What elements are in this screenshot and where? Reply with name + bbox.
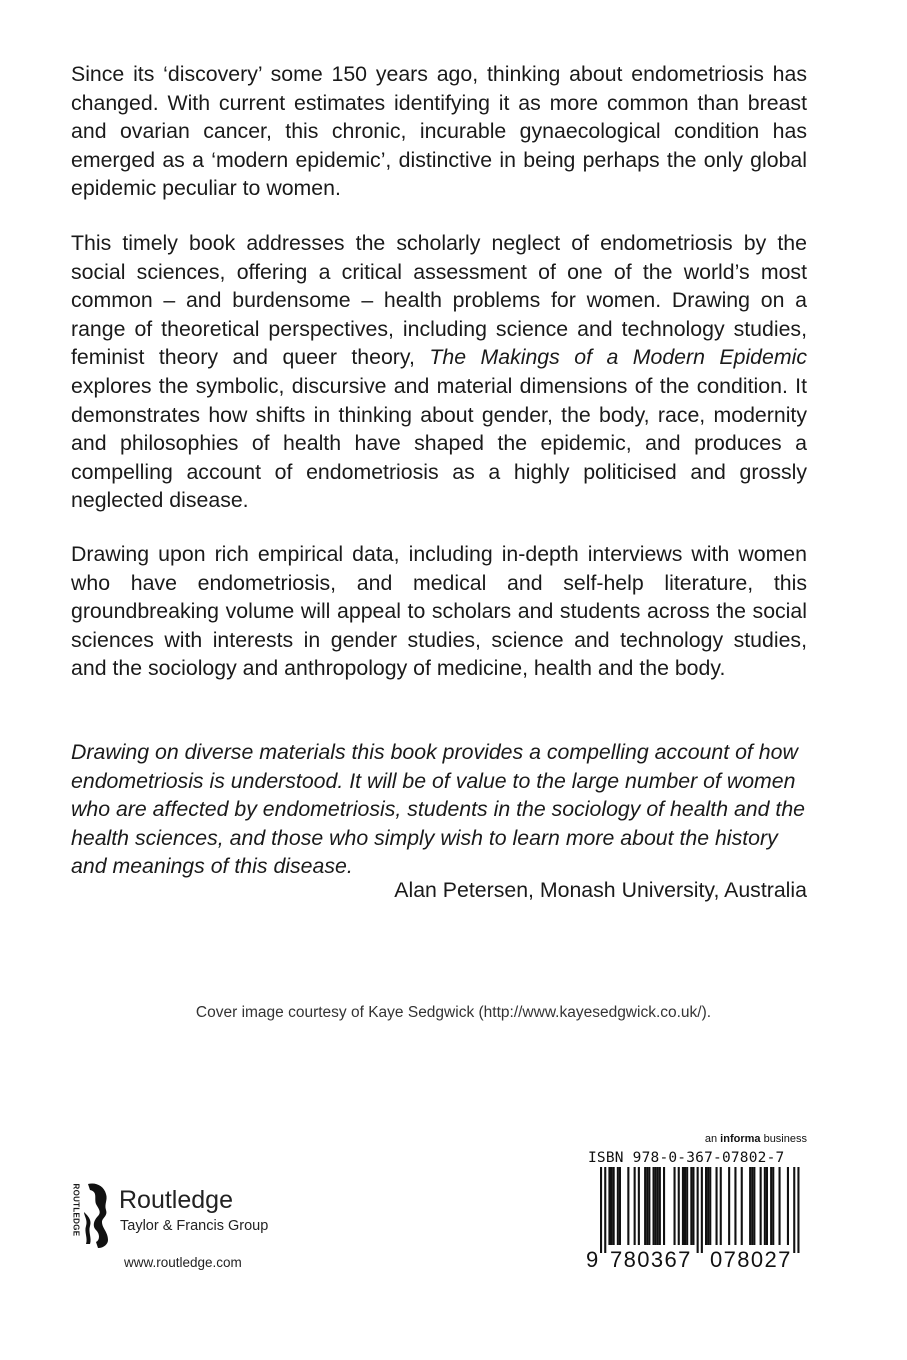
barcode-bar [764, 1167, 766, 1245]
barcode-bar [657, 1167, 659, 1245]
logo-vertical-text: ROUTLEDGE [71, 1183, 81, 1237]
barcode-bar [749, 1167, 751, 1245]
barcode-bar [741, 1167, 743, 1245]
barcode-bar [674, 1167, 676, 1245]
barcode-bar [753, 1167, 755, 1245]
barcode-bar [644, 1167, 646, 1245]
barcode-bar [600, 1167, 602, 1253]
barcode-bar [709, 1167, 711, 1245]
barcode-bar [705, 1167, 707, 1245]
blurb-paragraph-3: Drawing upon rich empirical data, including in-depth interviews with women who have endometriosis, and medical and self-help literature, this groundbreaking volume will appeal to scholars and students across the social sciences with interests in gender studies, science and technology studies, and the sociology and anthropology of medicine, health and the body. [71, 542, 807, 681]
barcode-bar [653, 1167, 655, 1245]
barcode-bar [751, 1167, 753, 1245]
barcode-bar [766, 1167, 768, 1245]
blurb-paragraph-2-start: This timely book addresses the scholarly neglect of endometriosis by the social sciences, offering a critical assessment of one of the world’s most common – and burdensome – health problems for women. Drawing on a range of theoretical perspectives, including science and technology studies, feminist theory and queer theory, [71, 231, 807, 370]
barcode-bar [692, 1167, 694, 1245]
barcode-bar [728, 1167, 730, 1245]
barcode-digit-first: 9 [586, 1247, 599, 1272]
barcode-bar [690, 1167, 692, 1245]
informa-brand: informa [720, 1133, 761, 1145]
barcode-bar [659, 1167, 661, 1245]
routledge-head-icon [82, 1182, 110, 1248]
barcode-bar [793, 1167, 795, 1253]
barcode-bar [684, 1167, 686, 1245]
book-title-italic: The Makings of a Modern Epidemic [429, 345, 807, 370]
barcode-bar [619, 1167, 621, 1245]
barcode-bar [638, 1167, 640, 1245]
publisher-url: www.routledge.com [124, 1255, 242, 1270]
informa-prefix: an [704, 1133, 721, 1145]
barcode-bar [760, 1167, 762, 1245]
cover-image-credit: Cover image courtesy of Kaye Sedgwick (http://www.kayesedgwick.co.uk/). [195, 1004, 712, 1021]
blurb-paragraph-2-end: explores the symbolic, discursive and material dimensions of the condition. It demonstrates how shifts in thinking about gender, the body, race, modernity and philosophies of health have shaped the epidemic, and produces a compelling account of endometriosis as a highly politicised and grossly neglected disease. [71, 373, 807, 513]
barcode-bar [663, 1167, 665, 1245]
publisher-name: Routledge [119, 1186, 233, 1214]
barcode-bar [779, 1167, 781, 1245]
barcode-bar [604, 1167, 606, 1253]
publisher-group: Taylor & Francis Group [120, 1218, 269, 1234]
barcode-bar [701, 1167, 703, 1253]
blurb-paragraph-1: Since its ‘discovery’ some 150 years ago, thinking about endometriosis has changed. With current estimates identifying it as more common than breast and ovarian cancer, this chronic, incurable gynaecological condition has emerged as a ‘modern epidemic’, distinctive in being perhaps the only global epidemic peculiar to women. [71, 62, 807, 201]
barcode-bar [613, 1167, 615, 1245]
barcode-bar [787, 1167, 789, 1245]
informa-tagline [705, 1133, 807, 1145]
barcode-bar [655, 1167, 657, 1245]
barcode-bar [772, 1167, 774, 1245]
isbn-label: ISBN 978-0-367-07802-7 [588, 1150, 785, 1166]
barcode-bar [720, 1167, 722, 1245]
barcode-bar [707, 1167, 709, 1245]
barcode-bar [617, 1167, 619, 1245]
barcode-bar [678, 1167, 680, 1245]
barcode-bar [686, 1167, 688, 1245]
barcode-bar [627, 1167, 629, 1245]
isbn-barcode [588, 1167, 810, 1253]
barcode-bar [648, 1167, 650, 1245]
endorsement-quote: Drawing on diverse materials this book provides a compelling account of how endometriosis is understood. It will be of value to the large number of women who are affected by endometriosis, students in the sociology of health and the health sciences, and those who simply wish to learn more about the history and meanings of this disease. [71, 740, 806, 879]
barcode-digits-left: 780367 [610, 1247, 692, 1272]
barcode-bar [611, 1167, 613, 1245]
logo-vertical-wordmark [69, 1183, 82, 1242]
barcode-bar [716, 1167, 718, 1245]
barcode-bar [734, 1167, 736, 1245]
blurb-paragraph-2 [71, 229, 807, 515]
endorsement-attribution: Alan Petersen, Monash University, Australia [394, 878, 807, 902]
informa-suffix: business [760, 1133, 807, 1145]
barcode-bar [770, 1167, 772, 1245]
barcode-bar [608, 1167, 610, 1245]
barcode-bar [646, 1167, 648, 1245]
barcode-bar [682, 1167, 684, 1245]
barcode-bar [797, 1167, 799, 1253]
barcode-digits-right: 078027 [710, 1247, 792, 1272]
publisher-logo [66, 1180, 296, 1260]
barcode-bar [697, 1167, 699, 1253]
barcode-bar [634, 1167, 636, 1245]
